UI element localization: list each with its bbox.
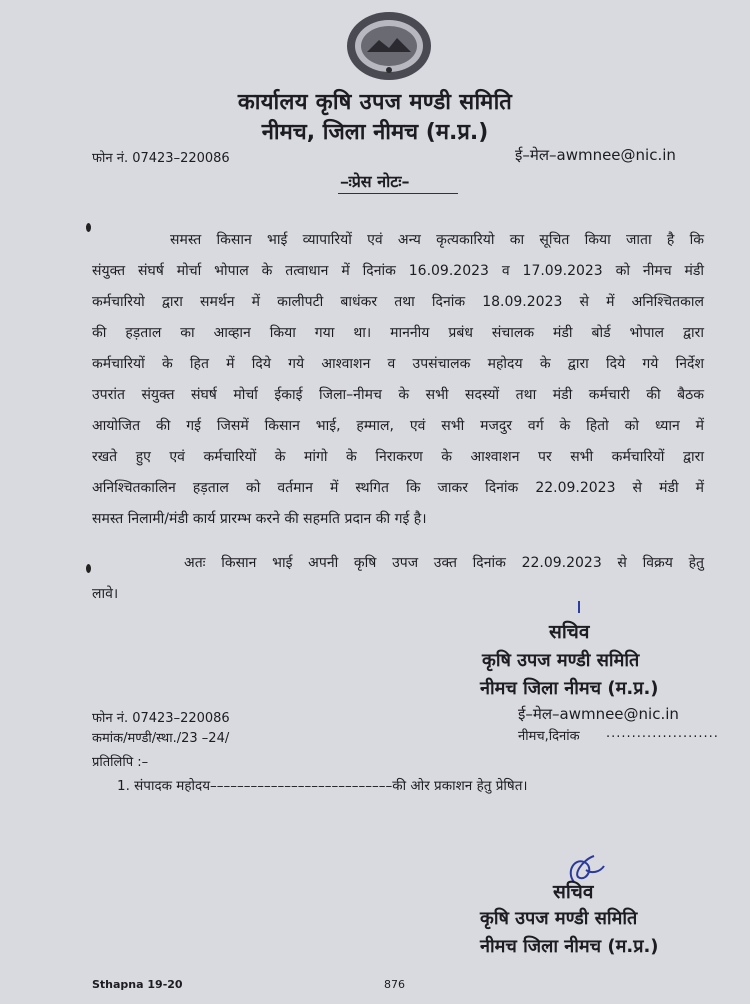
paragraph-line: अतः किसान भाई अपनी कृषि उपज उक्त दिनांक 22.09.2023 से विक्रय हेतु [184, 555, 704, 571]
office-title: कार्यालय कृषि उपज मण्डी समिति [237, 90, 513, 115]
paragraph-line: समस्त किसान भाई व्यापारियों एवं अन्य कृत्यकारियो का सूचित किया जाता है कि [170, 232, 704, 248]
paragraph-line: लावे। [92, 586, 119, 602]
copy-recipient: 1. संपादक महोदय–––––––––––––––––––––––––––की ओर प्रकाशन हेतु प्रेषित। [117, 778, 528, 794]
page-number: 876 [384, 978, 405, 991]
main-paragraph [92, 227, 704, 537]
margin-mark [86, 564, 91, 573]
office-location: नीमच, जिला नीमच (म.प्र.) [261, 120, 489, 145]
email-address: ई–मेल–awmnee@nic.in [515, 146, 676, 164]
paragraph-line: अनिश्चितकालिन हड़ताल को वर्तमान में स्थगित कि जाकर दिनांक 22.09.2023 से मंडी में [92, 480, 704, 496]
footer-email: ई–मेल–awmnee@nic.in [518, 705, 679, 723]
signatory-organization-2: कृषि उपज मण्डी समिति [480, 908, 638, 929]
footer-code: Sthapna 19-20 [92, 978, 183, 991]
signatory-title: सचिव [549, 621, 590, 643]
paragraph-line: कर्मचारियो द्वारा समर्थन में कालीपटी बाधंकर तथा दिनांक 18.09.2023 से में अनिश्चितकाल [92, 294, 704, 310]
office-seal-emblem [345, 10, 433, 82]
paragraph-line: रखते हुए एवं कर्मचारियों के मांगो के निराकरण के आश्वाशन पर सभी कर्मचारियों द्वारा [92, 449, 704, 465]
place-date-label: नीमच,दिनांक [518, 729, 580, 744]
ink-tick-mark [578, 601, 580, 613]
margin-mark [86, 223, 91, 232]
signatory-place-2: नीमच जिला नीमच (म.प्र.) [480, 936, 659, 957]
paragraph-line: कर्मचारियों के हित में दिये गये आश्वाशन व उपसंचालक महोदय के द्वारा दिये गये निर्देश [92, 356, 704, 372]
paragraph-line: संयुक्त संघर्ष मोर्चा भोपाल के तत्वाधान में दिनांक 16.09.2023 व 17.09.2023 को नीमच मंडी [92, 263, 704, 279]
reference-number: कमांक/मण्डी/स्था./23 –24/ [92, 731, 230, 746]
heading-underline [338, 193, 458, 194]
footer-phone: फोन नं. 07423–220086 [92, 711, 230, 726]
second-paragraph [92, 550, 704, 612]
paragraph-line: की हड़ताल का आव्हान किया गया था। माननीय प्रबंध संचालक मंडी बोर्ड भोपाल द्वारा [92, 325, 704, 341]
press-note-heading: –ःप्रेस नोटः– [340, 172, 410, 191]
copy-to-label: प्रतिलिपि :– [92, 755, 149, 770]
paragraph-line: समस्त निलामी/मंडी कार्य प्रारम्भ करने की सहमति प्रदान की गई है। [92, 511, 427, 527]
paragraph-line: आयोजित की गई जिसमें किसान भाई, हम्माल, एवं सभी मजदुर वर्ग के हितो को ध्यान में [92, 418, 704, 434]
date-blank: ...................... [606, 726, 719, 741]
signatory-place: नीमच जिला नीमच (म.प्र.) [480, 678, 659, 699]
phone-number: फोन नं. 07423–220086 [92, 151, 230, 166]
signatory-organization: कृषि उपज मण्डी समिति [482, 650, 640, 671]
paragraph-line: उपरांत संयुक्त संघर्ष मोर्चा ईकाई जिला–नीमच के सभी सदस्यों तथा मंडी कर्मचारी की बैठक [92, 387, 704, 403]
signatory-title-2: सचिव [553, 881, 594, 903]
